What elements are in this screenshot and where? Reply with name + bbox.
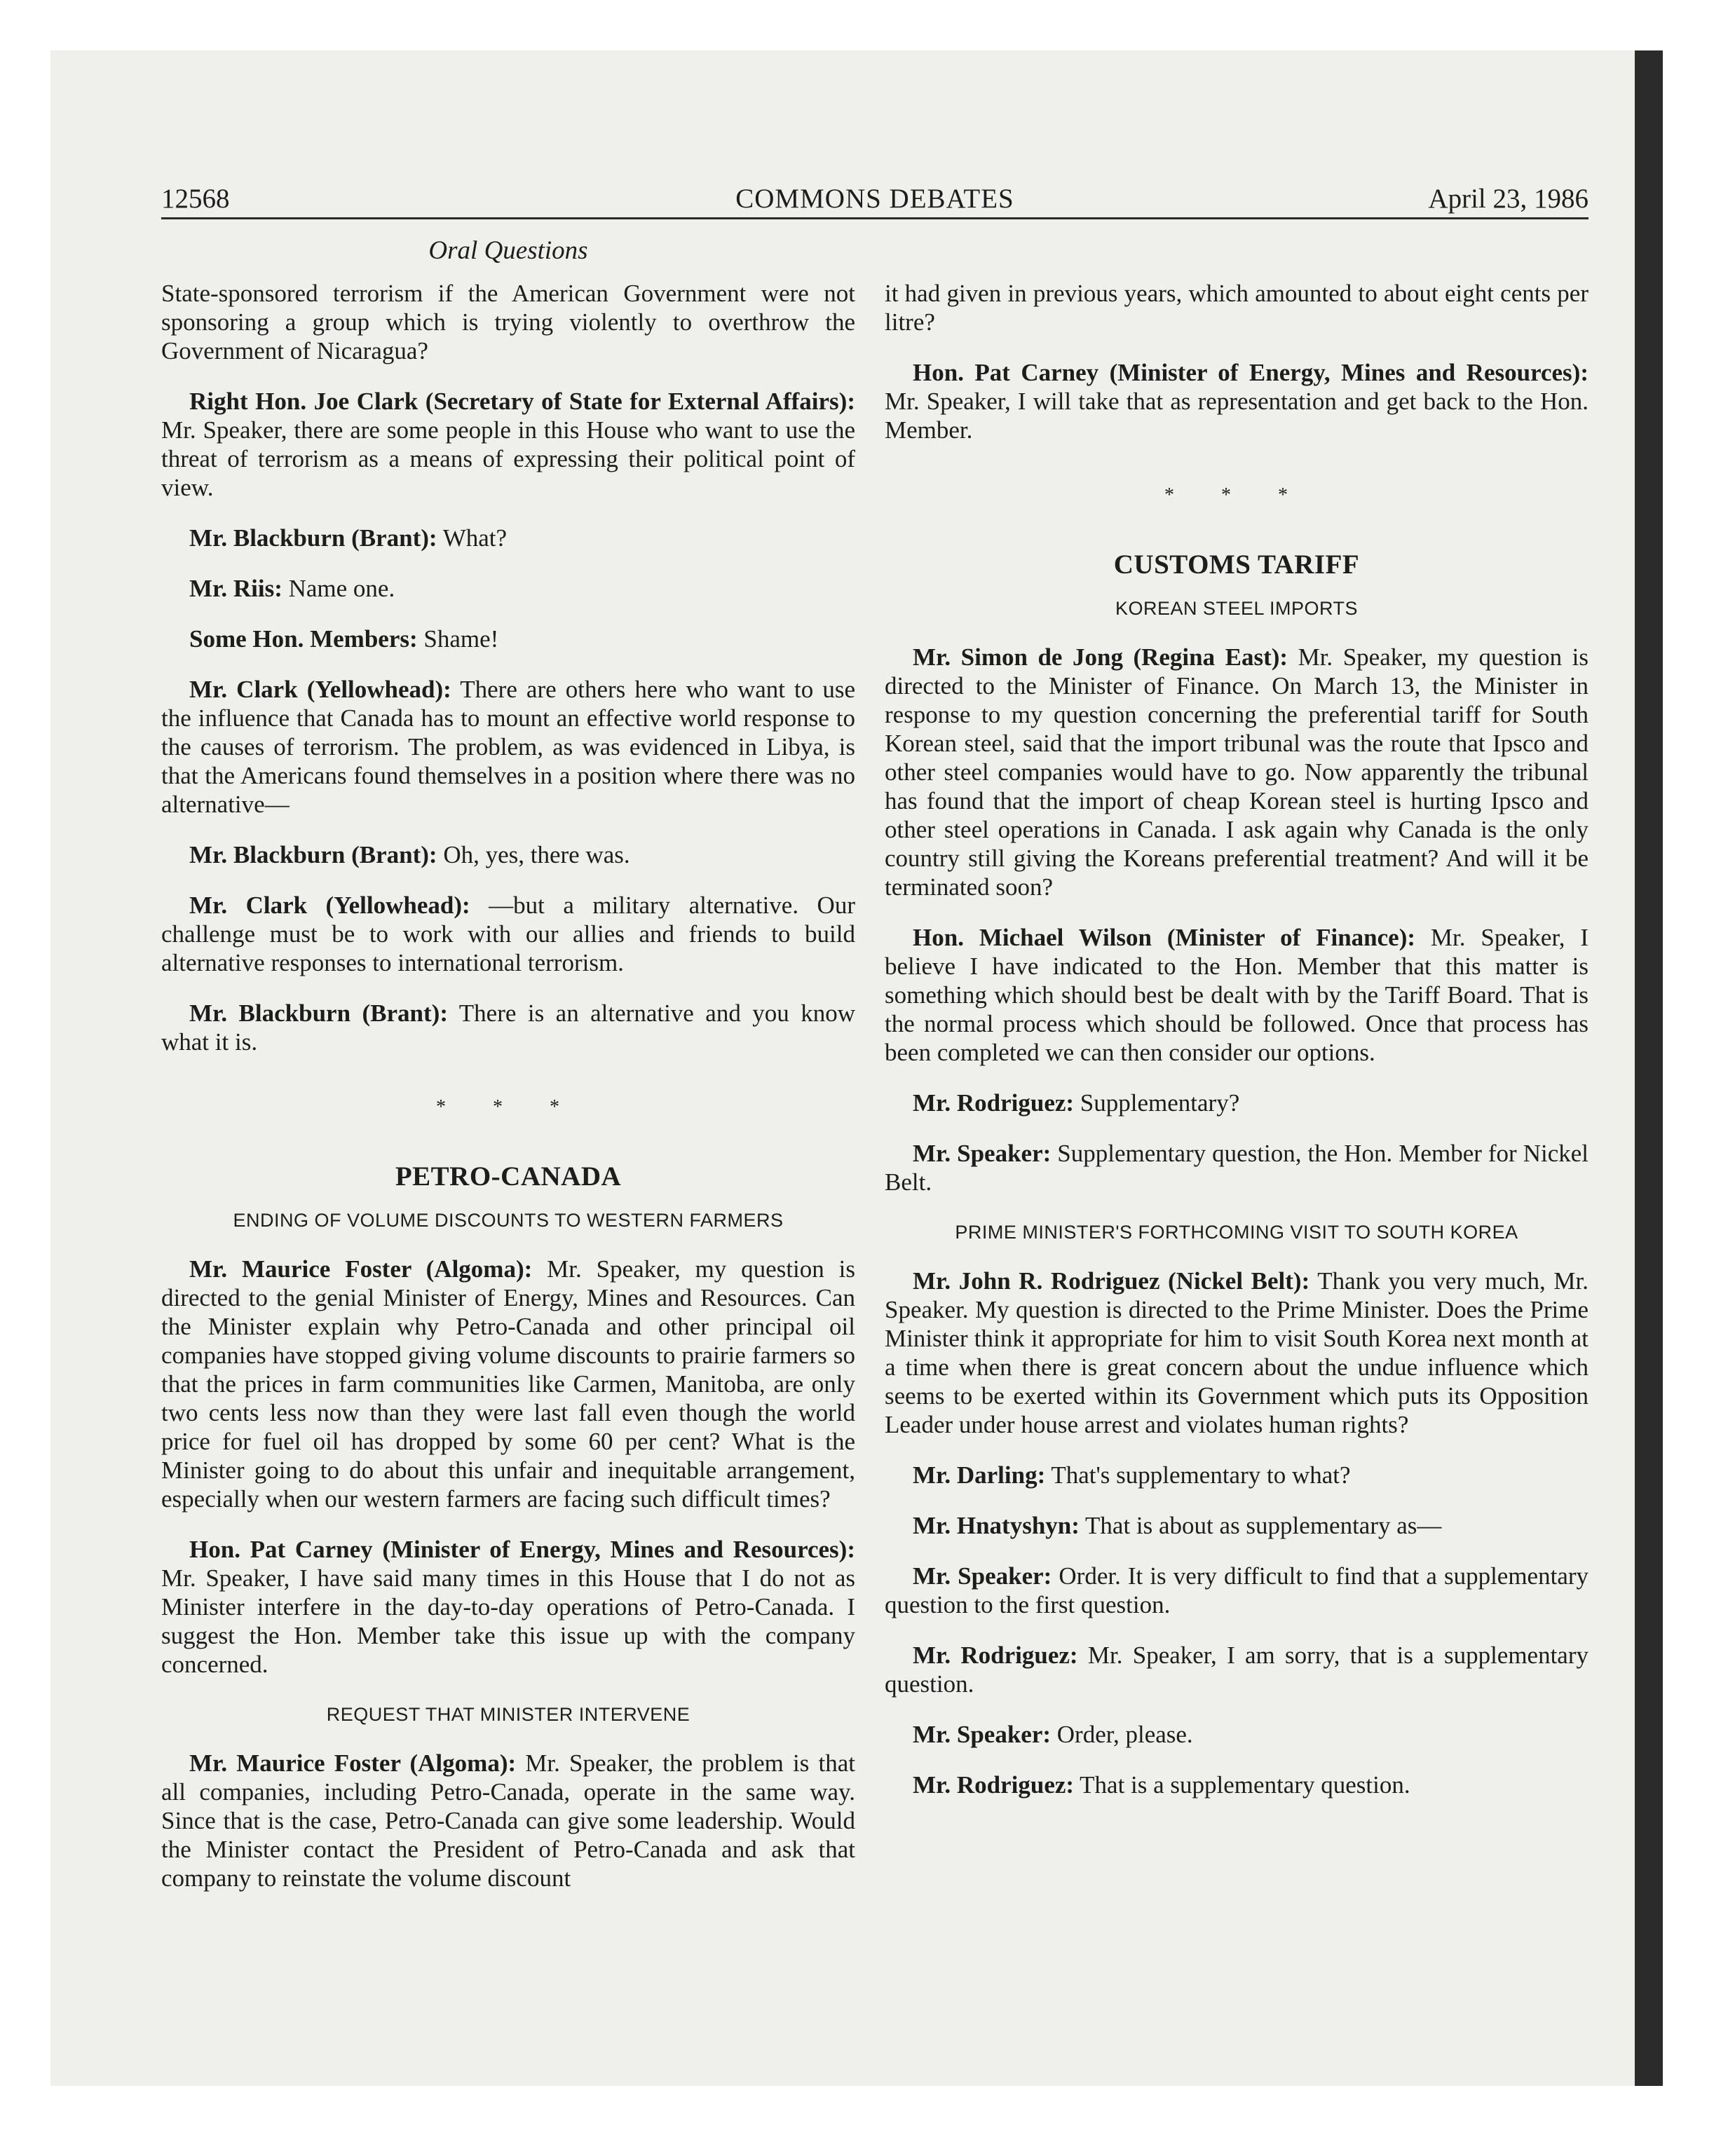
speech-text: Name one. [282,575,395,602]
speech [885,1511,1588,1540]
speaker-name: Mr. Clark (Yellowhead): [189,676,451,703]
speech [885,1562,1588,1619]
paragraph: it had given in previous years, which amounted to about eight cents per litre? [885,280,1588,336]
speaker-name: Right Hon. Joe Clark (Secretary of State for External Affairs): [189,388,855,415]
speaker-name: Mr. Speaker: [913,1140,1052,1167]
speech [885,1267,1588,1439]
speaker-name: Mr. Speaker: [913,1562,1052,1590]
speech-text: Order. It is very difficult to find that a supplementary question to the first question. [885,1562,1589,1618]
speech [161,625,855,653]
speaker-name: Mr. Rodriguez: [913,1642,1078,1669]
speaker-name: Hon. Michael Wilson (Minister of Finance): [913,924,1416,951]
speaker-name: Mr. Darling: [913,1461,1046,1489]
speaker-name: Mr. Speaker: [913,1721,1052,1748]
speech-text: —but a military alternative. Our challenge must be to work with our allies and friends to build alternative responses to international terrorism. [161,892,855,976]
speaker-name: Mr. Clark (Yellowhead): [189,892,470,919]
left-column [161,279,855,1914]
speech-text: Mr. Speaker, there are some people in this House who want to use the threat of terrorism as a means of expressing their political point of view. [161,416,855,501]
section-subheading: KOREAN STEEL IMPORTS [1115,598,1359,619]
speech-text: That is a supplementary question. [1074,1771,1410,1799]
page-header [161,181,1588,219]
speech [161,1255,855,1513]
speech [885,643,1588,901]
section-heading: CUSTOMS TARIFF [1113,550,1360,580]
speech [885,358,1588,444]
speech-text: Mr. Speaker, the problem is that all companies, including Petro-Canada, operate in the same way. Since that is the case, Petro-Canada can give some leadership. Would the Minister contact the President of Petro-Canada and ask that company to reinstate the volume discount [161,1749,855,1892]
section-subheading: REQUEST THAT MINISTER INTERVENE [326,1704,690,1725]
speech [885,1770,1588,1799]
speaker-name: Mr. Maurice Foster (Algoma): [189,1749,517,1777]
speech-text: Mr. Speaker, my question is directed to the genial Minister of Energy, Mines and Resources. Can the Minister explain why Petro-Canada and other principal oil companies have stopped giving volume discounts to prairie farmers so that the prices in farm communities like Carmen, Manitoba, are only two cents less now than they were last fall even though the world price for fuel oil has dropped by some 60 per cent? What is the Minister going to do about this unfair and inequitable arrangement, especially when our western farmers are facing such difficult times? [161,1255,855,1513]
running-head: Oral Questions [428,236,588,265]
speech-text: There is an alternative and you know what it is. [161,999,855,1056]
speaker-name: Mr. Rodriguez: [913,1089,1075,1117]
section-subheading: PRIME MINISTER'S FORTHCOMING VISIT TO SOUTH KOREA [955,1222,1518,1243]
speech-text: Mr. Speaker, I will take that as representation and get back to the Hon. Member. [885,388,1588,444]
speaker-name: Hon. Pat Carney (Minister of Energy, Mines and Resources): [189,1536,855,1563]
speaker-name: Mr. Maurice Foster (Algoma): [189,1255,533,1283]
speech [161,999,855,1056]
speech-text: What? [437,524,508,552]
section-heading: PETRO-CANADA [395,1161,622,1192]
speech-text: Supplementary? [1074,1089,1240,1117]
speaker-name: Mr. Blackburn (Brant): [189,999,448,1027]
speech [161,891,855,977]
section-separator: * * * [436,1096,580,1118]
speaker-name: Hon. Pat Carney (Minister of Energy, Mines and Resources): [913,359,1588,386]
right-column [885,279,1588,1821]
section-separator: * * * [1164,484,1309,506]
speech-text: Mr. Speaker, I am sorry, that is a supplementary question. [885,1642,1589,1698]
section-subheading: ENDING OF VOLUME DISCOUNTS TO WESTERN FARMERS [233,1210,784,1231]
speech-text: Oh, yes, there was. [437,841,630,868]
speech [161,387,855,502]
speech-text: There are others here who want to use the influence that Canada has to mount an effective world response to the causes of terrorism. The problem, as was evidenced in Libya, is that the Americans found themselves in a position where there was no alternative— [161,676,855,818]
speech-text: Thank you very much, Mr. Speaker. My question is directed to the Prime Minister. Does the Prime Minister think it appropriate for him to visit South Korea next month at a time when there is great concern about the undue influence which seems to be exerted within its Government which puts its Opposition Leader under house arrest and violates human rights? [885,1267,1588,1438]
speech [161,524,855,552]
speaker-name: Mr. Hnatyshyn: [913,1512,1080,1539]
speech [885,923,1588,1067]
publication-title: COMMONS DEBATES [735,184,1014,214]
speech [161,840,855,869]
speech [161,574,855,603]
speech-text: Mr. Speaker, I believe I have indicated to the Hon. Member that this matter is something which should best be dealt with by the Tariff Board. That is the normal process which should be followed. Once that process has been completed we can then consider our options. [885,924,1588,1066]
speech [161,1535,855,1679]
speaker-name: Mr. Blackburn (Brant): [189,524,437,552]
speech-text: That's supplementary to what? [1045,1461,1351,1489]
scan-edge-shadow [1635,50,1663,2086]
speech [885,1089,1588,1117]
speech-text: Order, please. [1051,1721,1193,1748]
paragraph: State-sponsored terrorism if the American Government were not sponsoring a group which is trying violently to overthrow the Government of Nicaragua? [161,280,855,364]
page-number: 12568 [161,184,230,214]
speaker-name: Mr. Riis: [189,575,283,602]
speech [161,675,855,819]
speaker-name: Mr. Blackburn (Brant): [189,841,437,868]
page-date: April 23, 1986 [1428,184,1588,214]
speech [885,1461,1588,1489]
speech-text: Shame! [417,625,499,653]
speech [885,1641,1588,1698]
speech-text: Mr. Speaker, I have said many times in this House that I do not as Minister interfere in the day-to-day operations of Petro-Canada. I suggest the Hon. Member take this issue up with the company concerned. [161,1564,855,1678]
speech [885,1139,1588,1196]
speaker-name: Mr. John R. Rodriguez (Nickel Belt): [913,1267,1310,1295]
speech [161,1749,855,1892]
speaker-name: Mr. Rodriguez: [913,1771,1075,1799]
speech [885,1720,1588,1749]
speaker-name: Some Hon. Members: [189,625,418,653]
speech-text: Supplementary question, the Hon. Member for Nickel Belt. [885,1140,1588,1196]
speech-text: Mr. Speaker, my question is directed to the Minister of Finance. On March 13, the Minister in response to my question concerning the preferential tariff for South Korean steel, said that the import tribunal was the route that Ipsco and other steel companies would have to go. Now apparently the tribunal has found that the import of cheap Korean steel is hurting Ipsco and other steel operations in Canada. I ask again why Canada is the only country still giving the Koreans preferential treatment? And will it be terminated soon? [885,643,1588,901]
speech-text: That is about as supplementary as— [1079,1512,1442,1539]
speaker-name: Mr. Simon de Jong (Regina East): [913,643,1288,671]
